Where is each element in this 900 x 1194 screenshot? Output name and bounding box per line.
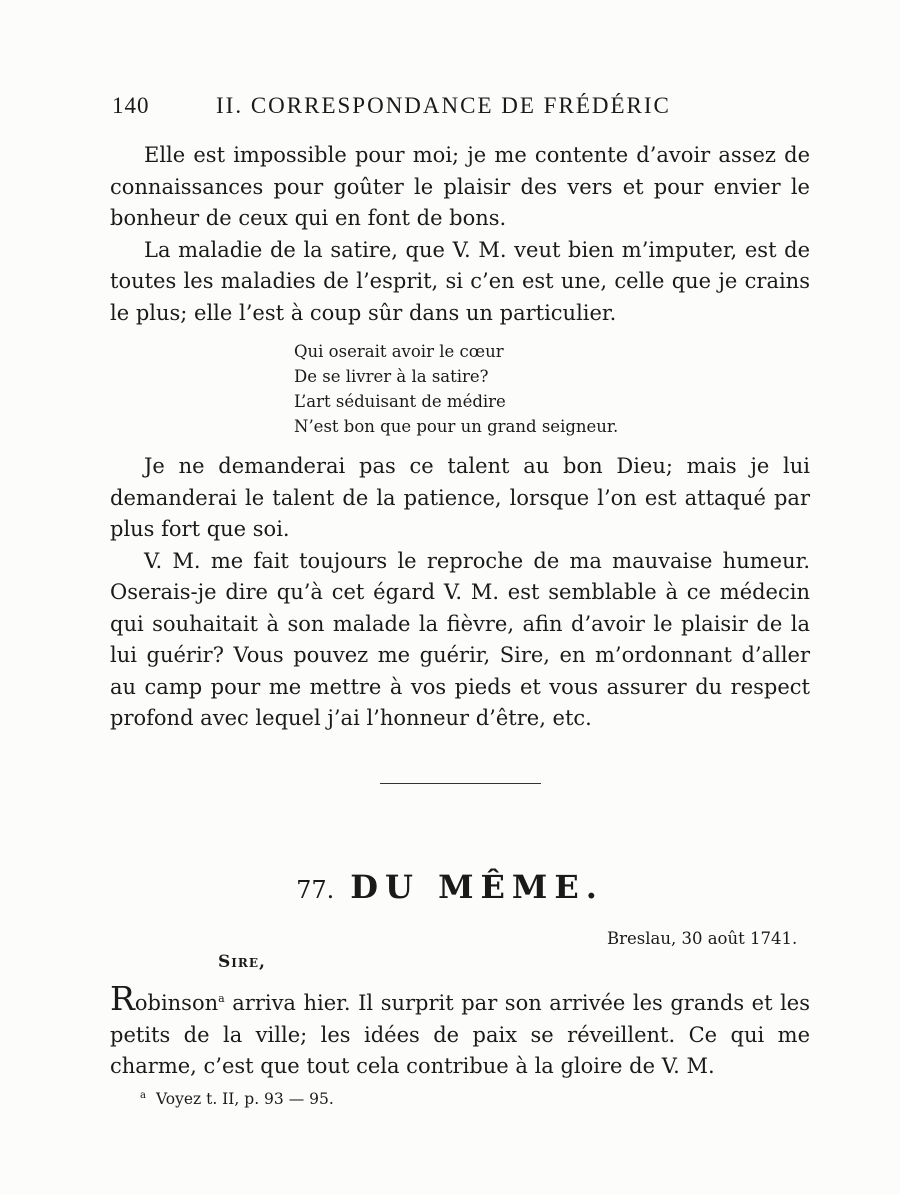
page-header [112,93,712,125]
paragraph-4: V. M. me fait toujours le reproche de ma mauvaise humeur. Oserais-je dire qu’à cet égard V. M. est semblable à ce médecin qui souhaitait à son malade la fièvre, afin d’avoir le plaisir de la lui guérir? Vous pouvez me guérir, Sire, en m’ordonnant d’aller au camp pour me mettre à vos pieds et vous assurer du respect profond avec lequel j’ai l’honneur d’être, etc. [110,548,810,730]
paragraph-3: Je ne demanderai pas ce talent au bon Dieu; mais je lui demanderai le talent de la patience, lorsque l’on est attaqué par plus fort que soi. [110,454,810,541]
verse-quote [294,339,694,439]
section-title: DU MÊME. [350,868,604,906]
section-number: 77. [296,876,335,904]
verse-line-3: L’art séduisant de médire [294,392,506,411]
paragraph-1: Elle est impossible pour moi; je me contente d’avoir assez de connaissances pour goûter le plaisir des vers et pour envier le bonheur de ceux qui en font de bons. [110,143,810,230]
letter-body [110,979,810,1083]
text-block-1 [110,140,810,329]
drop-cap: R [110,979,135,1018]
verse-line-4: N’est bon que pour un grand seigneur. [294,417,619,436]
footnote [140,1090,334,1108]
letter-date: Breslau, 30 août 1741. [607,929,798,948]
section-heading [0,868,900,906]
text-block-2 [110,451,810,735]
letter-paragraph [110,979,810,1083]
footnote-marker: a [218,992,225,1005]
footnote-mark: a [140,1090,146,1101]
letter-text: arriva hier. Il surprit par son arrivée les grands et les petits de la ville; les idées de paix se réveillent. Ce qui me charme, c’est que tout cela contribue à la gloire de V. M. [110,991,810,1078]
verse-line-1: Qui oserait avoir le cœur [294,342,504,361]
first-word: obinson [134,991,219,1015]
letter-salutation [218,952,266,972]
salutation-text: Sire, [218,952,266,972]
paragraph-2: La maladie de la satire, que V. M. veut bien m’imputer, est de toutes les maladies de l’esprit, si c’en est une, celle que je crains le plus; elle l’est à coup sûr dans un particulier. [110,237,810,325]
page-number: 140 [112,93,150,118]
running-head: II. CORRESPONDANCE DE FRÉDÉRIC [216,93,671,118]
footnote-text: Voyez t. II, p. 93 — 95. [155,1090,334,1109]
section-divider [380,783,541,784]
verse-line-2: De se livrer à la satire? [294,367,489,386]
